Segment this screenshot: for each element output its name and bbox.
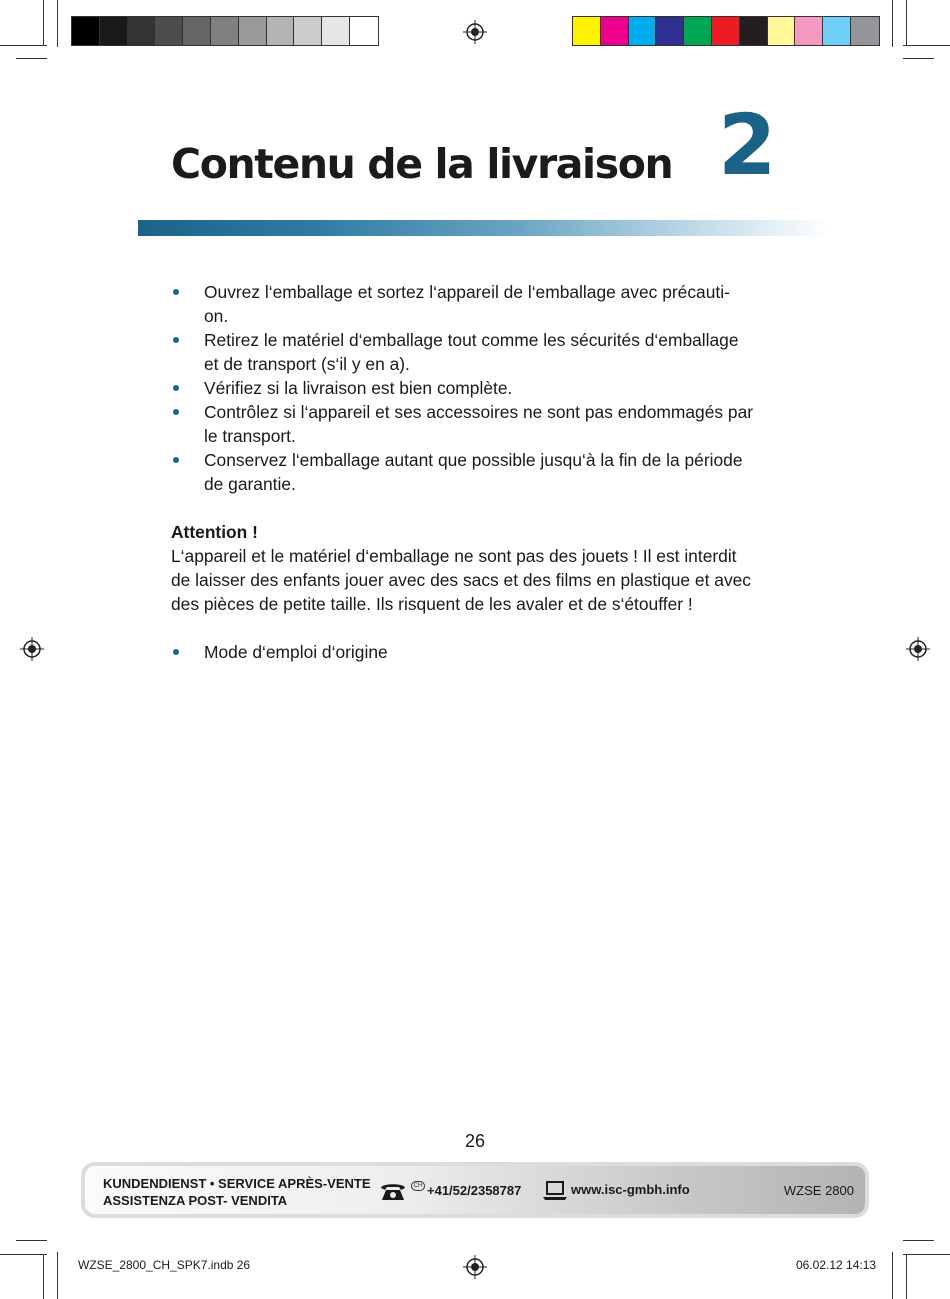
list-item <box>171 328 783 376</box>
model-label: WZSE 2800 <box>783 1183 854 1198</box>
list-item-line: et de transport (s‘il y en a). <box>204 354 410 374</box>
gray-swatch <box>350 17 378 45</box>
list-item <box>171 376 783 400</box>
slug-datetime: 06.02.12 14:13 <box>796 1258 877 1272</box>
process-swatch <box>795 17 823 45</box>
crop-mark <box>16 1240 47 1241</box>
gray-swatch <box>211 17 239 45</box>
list-item-line: Ouvrez l‘emballage et sortez l‘appareil de l‘emballage avec précauti- <box>204 282 730 302</box>
bullet-dot-icon <box>173 649 179 655</box>
gray-swatch <box>155 17 183 45</box>
service-footer <box>81 1162 869 1218</box>
registration-mark-icon <box>463 20 487 44</box>
process-swatch <box>823 17 851 45</box>
list-item <box>171 280 783 328</box>
page-number: 26 <box>464 1131 486 1151</box>
service-website-link[interactable]: www.isc-gmbh.info <box>571 1182 690 1197</box>
warning-line: de laisser des enfants jouer avec des sacs et des films en plastique et avec <box>171 570 752 590</box>
list-item-line: Contrôlez si l‘appareil et ses accessoires ne sont pas endommagés par <box>204 402 754 422</box>
crop-mark <box>57 1252 58 1299</box>
crop-mark <box>903 45 950 46</box>
service-label-line: KUNDENDIENST • SERVICE APRÈS-VENTE <box>103 1176 371 1191</box>
contents-list <box>171 640 783 664</box>
contents-item-label: Mode d‘emploi d‘origine <box>204 642 388 662</box>
gray-swatch <box>267 17 295 45</box>
bullet-dot-icon <box>173 457 179 463</box>
list-item-line: Retirez le matériel d‘emballage tout comme les sécurités d‘emballage <box>204 330 739 350</box>
registration-mark-icon <box>463 1255 487 1279</box>
process-swatch <box>573 17 601 45</box>
gray-swatch <box>128 17 156 45</box>
warning-line: L‘appareil et le matériel d‘emballage ne sont pas des jouets ! Il est interdit <box>171 546 737 566</box>
page-title: Contenu de la livraison <box>171 140 673 188</box>
warning-title: Attention ! <box>171 522 258 542</box>
crop-mark <box>903 1254 950 1255</box>
list-item-line: Vérifiez si la livraison est bien complète. <box>204 378 513 398</box>
service-label <box>103 1175 370 1209</box>
gray-swatch <box>72 17 100 45</box>
bullet-dot-icon <box>173 409 179 415</box>
list-item <box>171 400 783 448</box>
crop-mark <box>906 0 907 45</box>
crop-mark <box>906 1254 907 1299</box>
process-swatch <box>656 17 684 45</box>
registration-mark-icon <box>20 637 44 661</box>
gray-swatch <box>239 17 267 45</box>
list-item <box>171 448 783 496</box>
contents-item <box>171 640 783 664</box>
country-badge: CH <box>411 1181 425 1191</box>
bullet-dot-icon <box>173 337 179 343</box>
process-swatch <box>712 17 740 45</box>
list-item-line: le transport. <box>204 426 296 446</box>
process-swatch <box>601 17 629 45</box>
crop-mark <box>16 58 47 59</box>
process-swatch <box>768 17 796 45</box>
instruction-list <box>171 280 783 496</box>
bullet-dot-icon <box>173 385 179 391</box>
title-underline-bar <box>138 220 828 236</box>
crop-mark <box>43 0 44 45</box>
crop-mark <box>892 1252 893 1299</box>
warning-block <box>171 520 783 616</box>
warning-line: des pièces de petite taille. Ils risquent de les avaler et de s‘étouffer ! <box>171 594 693 614</box>
telephone-icon <box>379 1180 407 1202</box>
gray-swatch <box>322 17 350 45</box>
list-item-line: on. <box>204 306 229 326</box>
grayscale-color-bar <box>71 16 379 46</box>
registration-mark-icon <box>906 637 930 661</box>
gray-swatch <box>294 17 322 45</box>
process-swatch <box>629 17 657 45</box>
service-phone[interactable]: +41/52/2358787 <box>427 1183 522 1198</box>
bullet-dot-icon <box>173 289 179 295</box>
service-label-line: ASSISTENZA POST- VENDITA <box>103 1193 288 1208</box>
crop-mark <box>0 1254 47 1255</box>
list-item-line: Conservez l‘emballage autant que possible jusqu‘à la fin de la période <box>204 450 743 470</box>
gray-swatch <box>100 17 128 45</box>
warning-text <box>171 544 783 616</box>
main-content <box>171 280 783 664</box>
slug-filename: WZSE_2800_CH_SPK7.indb 26 <box>78 1258 251 1272</box>
process-swatch <box>851 17 879 45</box>
crop-mark <box>903 58 934 59</box>
process-swatch <box>740 17 768 45</box>
process-swatch <box>684 17 712 45</box>
crop-mark <box>903 1240 934 1241</box>
crop-mark <box>892 0 893 47</box>
crop-mark <box>0 45 47 46</box>
chapter-number: 2 <box>718 96 775 194</box>
list-item-line: de garantie. <box>204 474 296 494</box>
process-color-bar <box>572 16 880 46</box>
crop-mark <box>57 0 58 47</box>
laptop-icon <box>542 1180 568 1202</box>
gray-swatch <box>183 17 211 45</box>
crop-mark <box>43 1254 44 1299</box>
